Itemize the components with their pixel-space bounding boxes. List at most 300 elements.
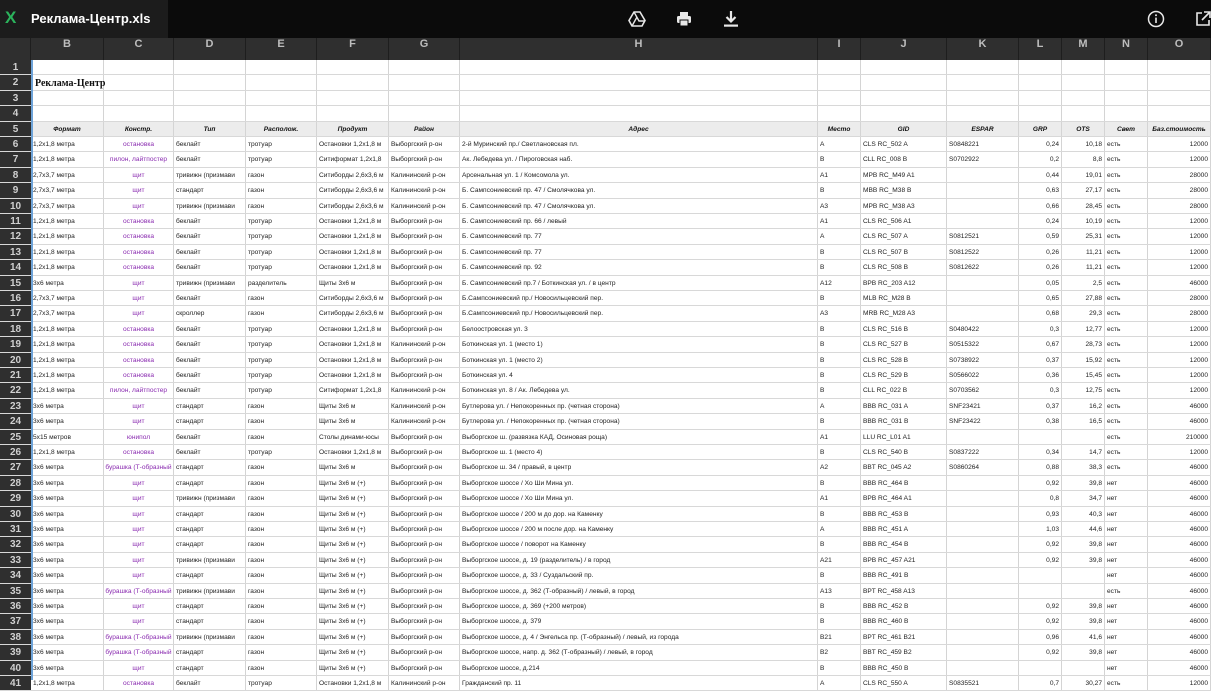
table-cell[interactable] — [947, 507, 1019, 521]
table-cell[interactable]: газон — [246, 645, 317, 659]
row-number[interactable]: 16 — [0, 291, 31, 305]
table-cell[interactable]: тривижн (призмави — [174, 630, 246, 644]
table-cell[interactable]: Щиты 3х6 м — [317, 276, 389, 290]
table-cell[interactable]: 28,73 — [1062, 337, 1105, 351]
table-cell[interactable]: 5х15 метров — [31, 430, 104, 444]
column-header-k[interactable]: K — [947, 38, 1019, 60]
table-cell[interactable]: Ситиформат 1,2х1,8 — [317, 152, 389, 166]
table-cell[interactable]: 0,92 — [1019, 645, 1062, 659]
table-cell[interactable]: Выборгский р-он — [389, 137, 460, 151]
table-cell[interactable]: 39,8 — [1062, 614, 1105, 628]
table-cell[interactable]: Выборгское шоссе / поворот на Каменку — [460, 537, 818, 551]
table-cell[interactable]: Б.Сампсониевский пр./ Новосильцевский пер. — [460, 306, 818, 320]
table-cell[interactable]: 0,68 — [1019, 306, 1062, 320]
table-cell[interactable]: BBB RC_453 B — [861, 507, 947, 521]
table-cell[interactable] — [1019, 430, 1062, 444]
table-cell[interactable]: 16,2 — [1062, 399, 1105, 413]
table-cell[interactable]: CLS RC_516 B — [861, 322, 947, 336]
table-cell[interactable]: Выборгское шоссе, д. 4 / Энгельса пр. (Т-образный) / левый, из города — [460, 630, 818, 644]
table-cell[interactable]: стандарт — [174, 568, 246, 582]
table-cell[interactable]: Остановки 1,2х1,8 м — [317, 214, 389, 228]
table-cell[interactable]: беклайт — [174, 337, 246, 351]
empty-cell[interactable] — [104, 60, 174, 74]
table-cell[interactable]: Выборгский р-он — [389, 614, 460, 628]
table-cell[interactable]: S0738922 — [947, 353, 1019, 367]
row-number[interactable]: 9 — [0, 183, 31, 197]
table-cell[interactable]: Выборгский р-он — [389, 584, 460, 598]
empty-cell[interactable] — [818, 106, 861, 120]
table-cell[interactable]: тротуар — [246, 152, 317, 166]
table-cell[interactable]: MRB RC_M28 A3 — [861, 306, 947, 320]
table-cell[interactable]: 29,3 — [1062, 306, 1105, 320]
table-cell[interactable]: A12 — [818, 276, 861, 290]
table-cell[interactable]: A3 — [818, 199, 861, 213]
table-cell[interactable]: 1,2х1,8 метра — [31, 445, 104, 459]
row-number[interactable]: 13 — [0, 245, 31, 259]
table-cell[interactable]: Выборгское ш. 34 / правый, в центр — [460, 460, 818, 474]
table-cell[interactable]: SNF23421 — [947, 399, 1019, 413]
table-cell[interactable]: есть — [1105, 353, 1148, 367]
table-cell[interactable]: 0,92 — [1019, 553, 1062, 567]
table-cell[interactable]: B — [818, 476, 861, 490]
table-cell[interactable]: Белоостровская ул. 3 — [460, 322, 818, 336]
table-cell[interactable]: газон — [246, 661, 317, 675]
table-cell[interactable]: A1 — [818, 168, 861, 182]
table-cell[interactable]: 3х6 метра — [31, 491, 104, 505]
table-cell[interactable] — [947, 476, 1019, 490]
empty-cell[interactable] — [861, 91, 947, 105]
table-cell[interactable]: щит — [104, 537, 174, 551]
table-cell[interactable]: A2 — [818, 460, 861, 474]
table-cell[interactable]: остановка — [104, 676, 174, 690]
table-cell[interactable]: 3х6 метра — [31, 614, 104, 628]
table-cell[interactable]: Щиты 3х6 м (+) — [317, 537, 389, 551]
table-cell[interactable]: Выборгское шоссе, д.214 — [460, 661, 818, 675]
table-cell[interactable]: тривижн (призмави — [174, 553, 246, 567]
table-cell[interactable]: 3х6 метра — [31, 522, 104, 536]
table-cell[interactable]: стандарт — [174, 614, 246, 628]
table-cell[interactable]: S0566022 — [947, 368, 1019, 382]
table-cell[interactable]: 14,7 — [1062, 445, 1105, 459]
table-cell[interactable]: 12000 — [1148, 229, 1211, 243]
table-cell[interactable]: тротуар — [246, 337, 317, 351]
table-cell[interactable]: S0860264 — [947, 460, 1019, 474]
table-cell[interactable]: A3 — [818, 306, 861, 320]
table-cell[interactable]: беклайт — [174, 229, 246, 243]
header-cell[interactable]: OTS — [1062, 122, 1105, 136]
table-cell[interactable]: 3х6 метра — [31, 630, 104, 644]
row-number[interactable]: 34 — [0, 568, 31, 582]
table-cell[interactable]: щит — [104, 399, 174, 413]
table-cell[interactable] — [947, 199, 1019, 213]
table-cell[interactable]: 0,24 — [1019, 214, 1062, 228]
table-cell[interactable]: стандарт — [174, 460, 246, 474]
table-cell[interactable]: 1,2х1,8 метра — [31, 676, 104, 690]
table-cell[interactable]: Остановки 1,2х1,8 м — [317, 368, 389, 382]
table-cell[interactable]: Щиты 3х6 м (+) — [317, 614, 389, 628]
table-cell[interactable]: 3х6 метра — [31, 553, 104, 567]
table-cell[interactable]: 16,5 — [1062, 414, 1105, 428]
table-cell[interactable]: есть — [1105, 214, 1148, 228]
table-cell[interactable]: 1,2х1,8 метра — [31, 245, 104, 259]
column-header-e[interactable]: E — [246, 38, 317, 60]
table-cell[interactable]: Калининский р-он — [389, 399, 460, 413]
row-number[interactable]: 2 — [0, 75, 31, 89]
table-cell[interactable]: A1 — [818, 430, 861, 444]
table-cell[interactable]: 46000 — [1148, 399, 1211, 413]
table-cell[interactable]: S0848221 — [947, 137, 1019, 151]
table-cell[interactable]: 39,8 — [1062, 599, 1105, 613]
table-cell[interactable]: Выборгский р-он — [389, 599, 460, 613]
table-cell[interactable]: 39,8 — [1062, 645, 1105, 659]
table-cell[interactable]: тривижн (призмави — [174, 584, 246, 598]
table-cell[interactable]: Бутлерова ул. / Непокоренных пр. (четная сторона) — [460, 414, 818, 428]
table-cell[interactable]: нет — [1105, 507, 1148, 521]
table-cell[interactable]: остановка — [104, 245, 174, 259]
header-cell[interactable]: Формат — [31, 122, 104, 136]
table-cell[interactable]: 1,2х1,8 метра — [31, 383, 104, 397]
column-header-o[interactable]: O — [1148, 38, 1211, 60]
header-cell[interactable]: Тип — [174, 122, 246, 136]
empty-cell[interactable] — [246, 106, 317, 120]
table-cell[interactable]: Щиты 3х6 м (+) — [317, 584, 389, 598]
table-cell[interactable]: газон — [246, 306, 317, 320]
table-cell[interactable]: 12000 — [1148, 137, 1211, 151]
table-cell[interactable]: 44,6 — [1062, 522, 1105, 536]
table-cell[interactable]: Боткинская ул. 1 (место 1) — [460, 337, 818, 351]
table-cell[interactable]: Выборгское шоссе, д. 19 (разделитель) / в город — [460, 553, 818, 567]
table-cell[interactable]: остановка — [104, 229, 174, 243]
empty-cell[interactable] — [246, 75, 317, 89]
table-cell[interactable]: газон — [246, 183, 317, 197]
table-cell[interactable]: беклайт — [174, 260, 246, 274]
header-cell[interactable]: Свет — [1105, 122, 1148, 136]
table-cell[interactable]: Выборгский р-он — [389, 276, 460, 290]
table-cell[interactable]: MPB RC_M38 A3 — [861, 199, 947, 213]
table-cell[interactable]: тривижн (призмави — [174, 168, 246, 182]
table-cell[interactable]: SNF23422 — [947, 414, 1019, 428]
table-cell[interactable]: есть — [1105, 306, 1148, 320]
table-cell[interactable]: Выборгский р-он — [389, 322, 460, 336]
table-cell[interactable]: Б. Сампсониевский пр. 47 / Смолячкова ул. — [460, 199, 818, 213]
table-cell[interactable]: BPT RC_461 B21 — [861, 630, 947, 644]
table-cell[interactable] — [947, 430, 1019, 444]
table-cell[interactable]: MBB RC_M38 B — [861, 183, 947, 197]
table-cell[interactable]: B2 — [818, 645, 861, 659]
table-cell[interactable]: 12000 — [1148, 368, 1211, 382]
table-cell[interactable]: 1,2х1,8 метра — [31, 152, 104, 166]
table-cell[interactable]: A1 — [818, 491, 861, 505]
table-cell[interactable]: газон — [246, 414, 317, 428]
row-number[interactable]: 25 — [0, 430, 31, 444]
table-cell[interactable]: тротуар — [246, 245, 317, 259]
table-cell[interactable]: 28000 — [1148, 306, 1211, 320]
table-cell[interactable]: BBB RC_491 B — [861, 568, 947, 582]
table-cell[interactable]: 0,8 — [1019, 491, 1062, 505]
row-number[interactable]: 41 — [0, 676, 31, 690]
table-cell[interactable]: нет — [1105, 661, 1148, 675]
table-cell[interactable]: 12000 — [1148, 337, 1211, 351]
table-cell[interactable]: S0812522 — [947, 245, 1019, 259]
table-cell[interactable]: Калининский р-он — [389, 168, 460, 182]
table-cell[interactable]: есть — [1105, 152, 1148, 166]
table-cell[interactable]: Выборгский р-он — [389, 553, 460, 567]
table-cell[interactable]: Остановки 1,2х1,8 м — [317, 337, 389, 351]
table-cell[interactable]: беклайт — [174, 245, 246, 259]
table-cell[interactable]: 1,2х1,8 метра — [31, 260, 104, 274]
empty-cell[interactable] — [460, 106, 818, 120]
table-cell[interactable] — [947, 276, 1019, 290]
table-cell[interactable]: 2-й Муринский пр./ Светлановская пл. — [460, 137, 818, 151]
table-cell[interactable]: тротуар — [246, 214, 317, 228]
table-cell[interactable] — [947, 630, 1019, 644]
table-cell[interactable]: Калининский р-он — [389, 676, 460, 690]
table-cell[interactable]: 2,7х3,7 метра — [31, 306, 104, 320]
empty-cell[interactable] — [861, 75, 947, 89]
table-cell[interactable]: тротуар — [246, 137, 317, 151]
row-number[interactable]: 10 — [0, 199, 31, 213]
table-cell[interactable]: остановка — [104, 337, 174, 351]
empty-cell[interactable] — [460, 91, 818, 105]
row-number[interactable]: 24 — [0, 414, 31, 428]
table-cell[interactable]: 0,37 — [1019, 353, 1062, 367]
table-cell[interactable]: 0,92 — [1019, 537, 1062, 551]
empty-cell[interactable] — [1062, 106, 1105, 120]
table-cell[interactable]: газон — [246, 199, 317, 213]
row-number[interactable]: 1 — [0, 60, 31, 74]
table-cell[interactable]: 46000 — [1148, 553, 1211, 567]
table-cell[interactable]: стандарт — [174, 661, 246, 675]
table-cell[interactable]: есть — [1105, 260, 1148, 274]
table-cell[interactable]: Остановки 1,2х1,8 м — [317, 137, 389, 151]
empty-cell[interactable] — [1148, 60, 1211, 74]
table-cell[interactable]: 0,3 — [1019, 383, 1062, 397]
table-cell[interactable]: 210000 — [1148, 430, 1211, 444]
table-cell[interactable]: Выборгское шоссе, д. 362 (Т-образный) / левый, в город — [460, 584, 818, 598]
header-cell[interactable]: ESPAR — [947, 122, 1019, 136]
table-cell[interactable]: A — [818, 522, 861, 536]
table-cell[interactable]: 46000 — [1148, 276, 1211, 290]
empty-cell[interactable] — [31, 91, 104, 105]
table-cell[interactable]: 12000 — [1148, 353, 1211, 367]
table-cell[interactable]: 12000 — [1148, 245, 1211, 259]
table-cell[interactable] — [947, 214, 1019, 228]
row-number[interactable]: 33 — [0, 553, 31, 567]
table-cell[interactable]: A — [818, 676, 861, 690]
table-cell[interactable]: BBB RC_464 B — [861, 476, 947, 490]
table-cell[interactable]: 1,2х1,8 метра — [31, 368, 104, 382]
table-cell[interactable]: B — [818, 414, 861, 428]
table-cell[interactable]: B — [818, 568, 861, 582]
table-cell[interactable]: Щиты 3х6 м — [317, 460, 389, 474]
table-cell[interactable]: остановка — [104, 137, 174, 151]
table-cell[interactable]: 3х6 метра — [31, 584, 104, 598]
table-cell[interactable]: A — [818, 399, 861, 413]
table-cell[interactable]: 46000 — [1148, 568, 1211, 582]
table-cell[interactable]: стандарт — [174, 414, 246, 428]
table-cell[interactable]: B21 — [818, 630, 861, 644]
table-cell[interactable]: CLL RC_008 B — [861, 152, 947, 166]
table-cell[interactable]: Калининский р-он — [389, 199, 460, 213]
table-cell[interactable]: Ситиборды 2,6х3,6 м — [317, 183, 389, 197]
table-cell[interactable]: 12,75 — [1062, 383, 1105, 397]
table-cell[interactable]: Калининский р-он — [389, 383, 460, 397]
table-cell[interactable]: 19,01 — [1062, 168, 1105, 182]
row-number[interactable]: 35 — [0, 584, 31, 598]
table-cell[interactable]: газон — [246, 430, 317, 444]
table-cell[interactable]: B — [818, 507, 861, 521]
table-cell[interactable]: щит — [104, 183, 174, 197]
table-cell[interactable]: есть — [1105, 199, 1148, 213]
table-cell[interactable]: 1,2х1,8 метра — [31, 214, 104, 228]
table-cell[interactable]: Калининский р-он — [389, 337, 460, 351]
table-cell[interactable]: юнипол — [104, 430, 174, 444]
table-cell[interactable]: CLS RC_507 B — [861, 245, 947, 259]
table-cell[interactable]: щит — [104, 522, 174, 536]
table-cell[interactable]: Б. Сампсониевский пр.7 / Боткинская ул. / в центр — [460, 276, 818, 290]
table-cell[interactable]: газон — [246, 291, 317, 305]
table-cell[interactable]: разделитель — [246, 276, 317, 290]
table-cell[interactable]: 15,92 — [1062, 353, 1105, 367]
table-cell[interactable]: тривижн (призмави — [174, 276, 246, 290]
table-cell[interactable]: 46000 — [1148, 599, 1211, 613]
table-cell[interactable]: 0,3 — [1019, 322, 1062, 336]
row-number[interactable]: 22 — [0, 383, 31, 397]
table-cell[interactable]: CLS RC_528 B — [861, 353, 947, 367]
table-cell[interactable]: щит — [104, 614, 174, 628]
table-cell[interactable]: B — [818, 383, 861, 397]
table-cell[interactable]: Выборгский р-он — [389, 430, 460, 444]
table-cell[interactable]: Б.Сампсониевский пр./ Новосильцевский пер. — [460, 291, 818, 305]
header-cell[interactable]: Баз.стоимость — [1148, 122, 1211, 136]
empty-cell[interactable] — [818, 75, 861, 89]
table-cell[interactable]: Выборгское шоссе / Хо Ши Мина ул. — [460, 491, 818, 505]
table-cell[interactable] — [947, 491, 1019, 505]
table-cell[interactable]: есть — [1105, 291, 1148, 305]
table-cell[interactable]: MLB RC_M28 B — [861, 291, 947, 305]
table-cell[interactable]: 12000 — [1148, 676, 1211, 690]
header-cell[interactable]: Констр. — [104, 122, 174, 136]
table-cell[interactable]: беклайт — [174, 322, 246, 336]
empty-cell[interactable] — [174, 106, 246, 120]
table-cell[interactable]: Выборгский р-он — [389, 507, 460, 521]
table-cell[interactable]: остановка — [104, 353, 174, 367]
table-cell[interactable]: стандарт — [174, 183, 246, 197]
header-cell[interactable]: GRP — [1019, 122, 1062, 136]
table-cell[interactable]: стандарт — [174, 537, 246, 551]
table-cell[interactable] — [1062, 661, 1105, 675]
table-cell[interactable]: пилон, лайтпостер — [104, 152, 174, 166]
info-icon[interactable] — [1147, 10, 1165, 28]
table-cell[interactable]: 0,96 — [1019, 630, 1062, 644]
table-cell[interactable] — [947, 553, 1019, 567]
table-cell[interactable]: стандарт — [174, 599, 246, 613]
empty-cell[interactable] — [818, 91, 861, 105]
table-cell[interactable]: Выборгский р-он — [389, 491, 460, 505]
table-cell[interactable] — [947, 522, 1019, 536]
table-cell[interactable]: Выборгский р-он — [389, 214, 460, 228]
table-cell[interactable]: стандарт — [174, 522, 246, 536]
table-cell[interactable]: B — [818, 291, 861, 305]
table-cell[interactable] — [947, 584, 1019, 598]
table-cell[interactable]: Выборгский р-он — [389, 460, 460, 474]
table-cell[interactable]: 46000 — [1148, 460, 1211, 474]
empty-cell[interactable] — [1105, 75, 1148, 89]
column-header-c[interactable]: C — [104, 38, 174, 60]
table-cell[interactable]: 1,2х1,8 метра — [31, 229, 104, 243]
table-cell[interactable]: B — [818, 368, 861, 382]
table-cell[interactable]: тривижн (призмави — [174, 491, 246, 505]
table-cell[interactable]: B — [818, 245, 861, 259]
empty-cell[interactable] — [104, 106, 174, 120]
table-cell[interactable]: CLS RC_506 A1 — [861, 214, 947, 228]
table-cell[interactable]: тротуар — [246, 353, 317, 367]
table-cell[interactable]: беклайт — [174, 676, 246, 690]
table-cell[interactable]: 46000 — [1148, 584, 1211, 598]
table-cell[interactable]: Выборгский р-он — [389, 152, 460, 166]
table-cell[interactable]: газон — [246, 491, 317, 505]
table-cell[interactable]: 0,26 — [1019, 260, 1062, 274]
table-cell[interactable]: Ак. Лебедева ул. / Пироговская наб. — [460, 152, 818, 166]
table-cell[interactable]: Выборгский р-он — [389, 645, 460, 659]
table-cell[interactable]: щит — [104, 414, 174, 428]
table-cell[interactable] — [1019, 584, 1062, 598]
table-cell[interactable] — [1019, 661, 1062, 675]
empty-cell[interactable] — [31, 60, 104, 74]
column-header-f[interactable]: F — [317, 38, 389, 60]
table-cell[interactable] — [1062, 568, 1105, 582]
empty-cell[interactable] — [947, 106, 1019, 120]
table-cell[interactable]: 3х6 метра — [31, 537, 104, 551]
table-cell[interactable]: Ситиборды 2,6х3,6 м — [317, 168, 389, 182]
table-cell[interactable]: беклайт — [174, 137, 246, 151]
table-cell[interactable]: B — [818, 599, 861, 613]
table-cell[interactable]: 0,92 — [1019, 614, 1062, 628]
empty-cell[interactable] — [1062, 75, 1105, 89]
table-cell[interactable]: тротуар — [246, 676, 317, 690]
table-cell[interactable]: газон — [246, 476, 317, 490]
table-cell[interactable]: беклайт — [174, 383, 246, 397]
table-cell[interactable] — [947, 537, 1019, 551]
table-cell[interactable]: Выборгское шоссе / 200 м до дор. на Каменку — [460, 507, 818, 521]
table-cell[interactable]: 3х6 метра — [31, 568, 104, 582]
table-cell[interactable]: LLU RC_L01 A1 — [861, 430, 947, 444]
table-cell[interactable]: 11,21 — [1062, 260, 1105, 274]
table-cell[interactable]: 0,34 — [1019, 445, 1062, 459]
empty-cell[interactable] — [1148, 91, 1211, 105]
table-cell[interactable]: 3х6 метра — [31, 645, 104, 659]
table-cell[interactable]: 39,8 — [1062, 553, 1105, 567]
table-cell[interactable]: Щиты 3х6 м (+) — [317, 661, 389, 675]
table-cell[interactable]: BPB RC_457 A21 — [861, 553, 947, 567]
empty-cell[interactable] — [947, 75, 1019, 89]
table-cell[interactable]: 12000 — [1148, 322, 1211, 336]
table-cell[interactable]: нет — [1105, 599, 1148, 613]
table-cell[interactable]: есть — [1105, 183, 1148, 197]
table-cell[interactable]: Выборгский р-он — [389, 368, 460, 382]
table-cell[interactable]: Выборгское шоссе / Хо Ши Мина ул. — [460, 476, 818, 490]
row-number[interactable]: 12 — [0, 229, 31, 243]
table-cell[interactable] — [947, 168, 1019, 182]
column-header-b[interactable]: B — [31, 38, 104, 60]
empty-cell[interactable] — [317, 106, 389, 120]
table-cell[interactable]: нет — [1105, 522, 1148, 536]
table-cell[interactable]: 12,77 — [1062, 322, 1105, 336]
table-cell[interactable]: B — [818, 537, 861, 551]
row-number[interactable]: 7 — [0, 152, 31, 166]
table-cell[interactable]: CLS RC_529 B — [861, 368, 947, 382]
table-cell[interactable]: есть — [1105, 368, 1148, 382]
